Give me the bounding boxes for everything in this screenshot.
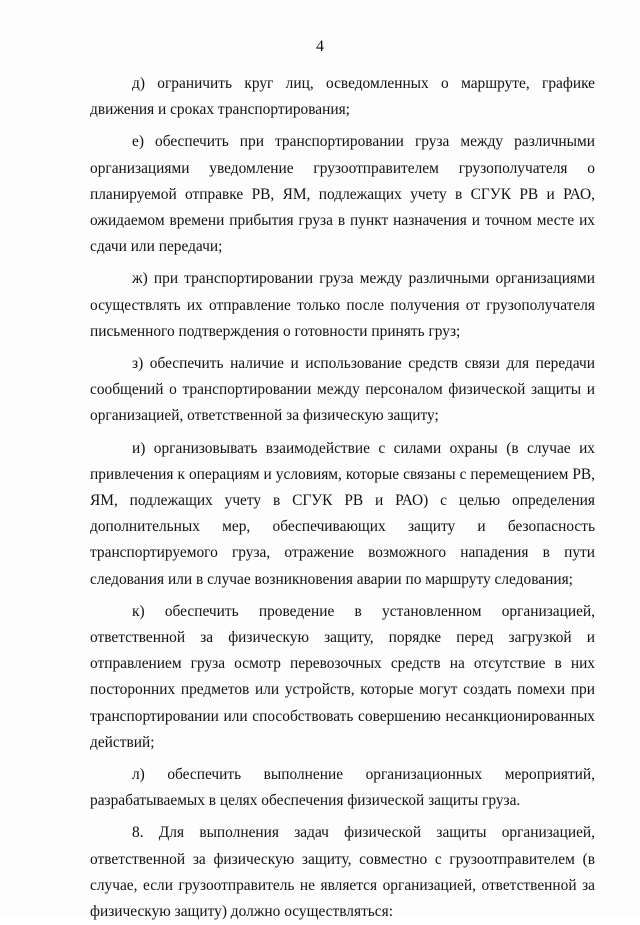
paragraph-i: и) организовывать взаимодействие с силами охраны (в случае их привлечения к операциям и условиям, которые связаны с перемещением РВ, ЯМ, подлежащих учету в СГУК РВ и РАО) с целью определения дополнительных мер, обеспечивающих защиту и безопасность транспортируемого груза, отражение возможного нападения в пути следования или в случае возникновения аварии по маршруту следования; xyxy=(90,439,595,588)
paragraph-e: е) обеспечить при транспортировании груза между различными организациями уведомление грузоотправителем грузополучателя о планируемой отправке РВ, ЯМ, подлежащих учету в СГУК РВ и РАО, ожидаемом времени прибытия груза в пункт назначения и точном месте их сдачи или передачи; xyxy=(90,133,595,256)
paragraph-k: к) обеспечить проведение в установленном организацией, ответственной за физическую защиту, порядке перед загрузкой и отправлением груза осмотр перевозочных средств на отсутствие в них посторонних предметов или устройств, которые могут создать помехи при транспортировании или способствовать совершению несанкционированных действий; xyxy=(90,602,595,751)
paragraph-8: 8. Для выполнения задач физической защиты организацией, ответственной за физическую защиту, совместно с грузоотправителем (в случае, если грузоотправитель не является организацией, ответственной за физическую защиту) должно осуществляться: xyxy=(90,824,595,921)
paragraph-z: з) обеспечить наличие и использование средств связи для передачи сообщений о транспортировании между персоналом физической защиты и организацией, ответственной за физическую защиту; xyxy=(90,355,595,425)
paragraph-l: л) обеспечить выполнение организационных мероприятий, разрабатываемых в целях обеспечения физической защиты груза. xyxy=(90,766,595,810)
paragraph-zh: ж) при транспортировании груза между различными организациями осуществлять их отправление только после получения от грузополучателя письменного подтверждения о готовности принять груз; xyxy=(90,270,595,340)
paragraph-d: д) ограничить круг лиц, осведомленных о маршруте, графике движения и сроках транспортирования; xyxy=(90,75,595,119)
page-number: 4 xyxy=(316,38,324,55)
document-body xyxy=(90,71,595,925)
